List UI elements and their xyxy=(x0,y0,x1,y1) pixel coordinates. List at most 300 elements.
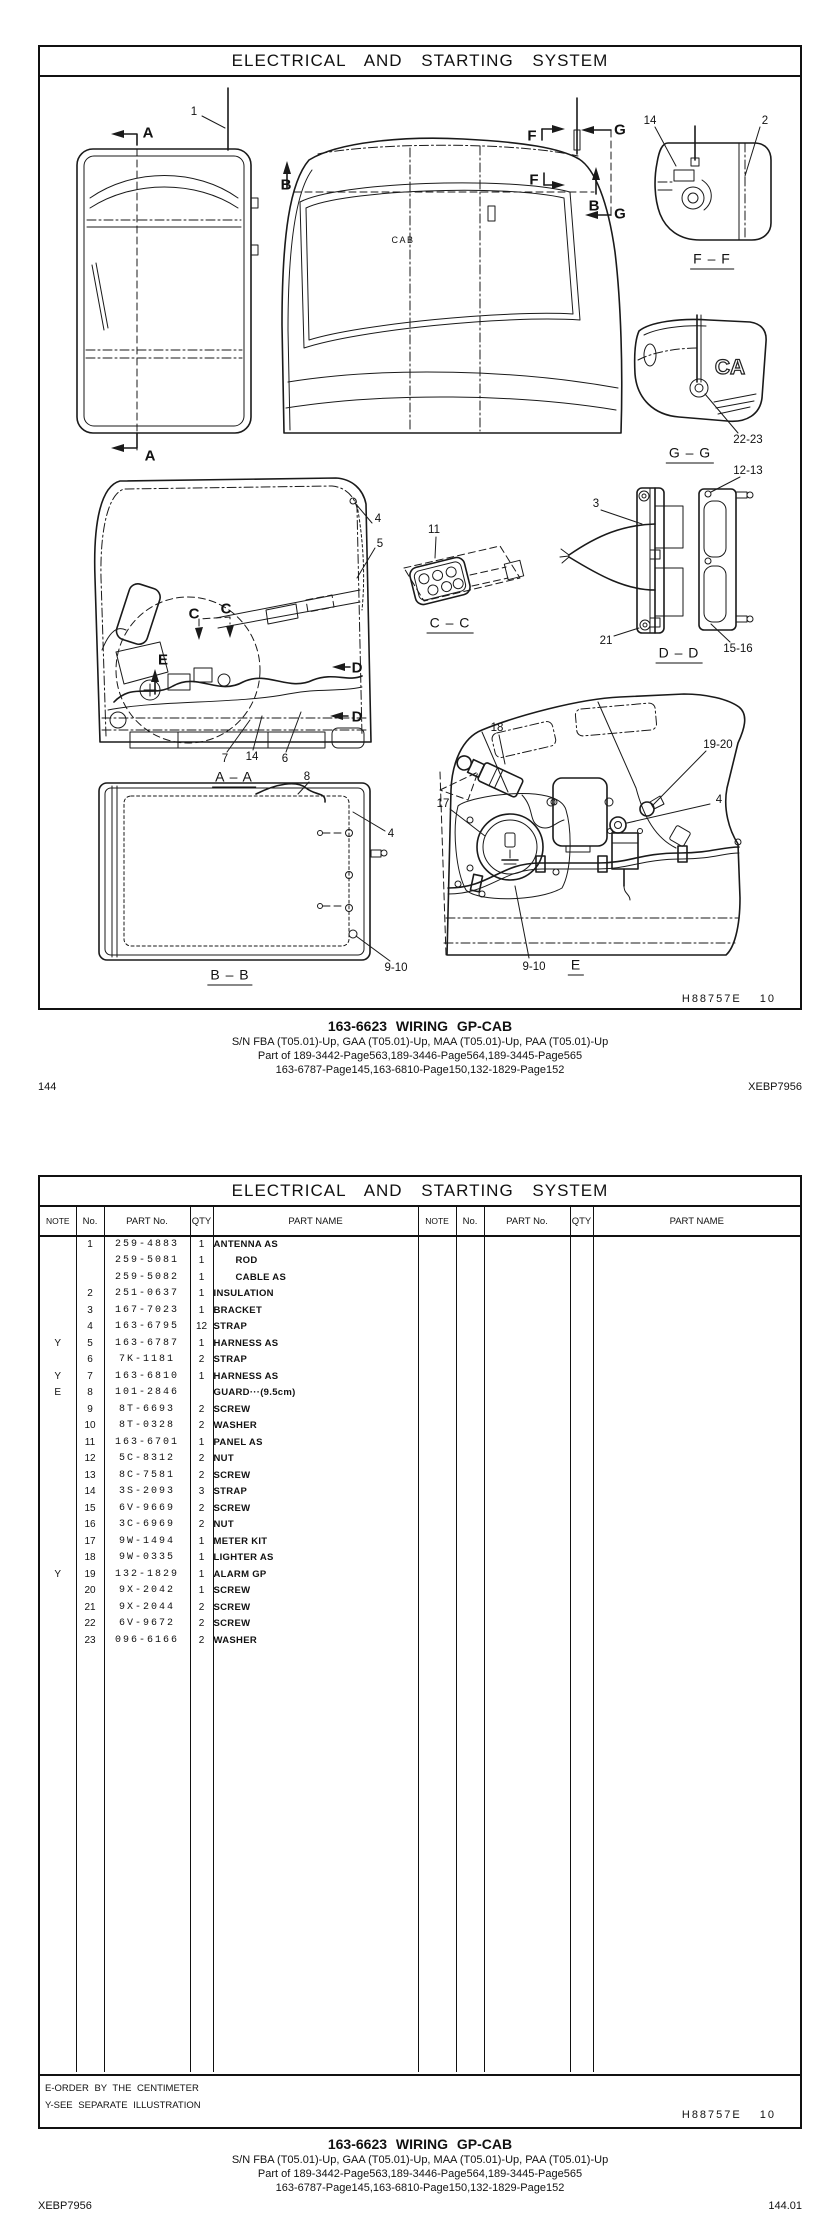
cell-part-no: 259-5081 xyxy=(104,1253,190,1270)
cell-part-name: SCREW xyxy=(213,1467,418,1484)
cell-no: 18 xyxy=(76,1550,104,1567)
table-row xyxy=(40,1286,800,1303)
cell-qty-2 xyxy=(570,1418,593,1435)
cell-no: 20 xyxy=(76,1583,104,1600)
cell-part-no: 259-5082 xyxy=(104,1269,190,1286)
cell-part-no-2 xyxy=(484,1550,570,1567)
cell-part-no: 8T-0328 xyxy=(104,1418,190,1435)
cell-note-2 xyxy=(418,1236,456,1253)
cell-qty: 2 xyxy=(190,1418,213,1435)
cell-part-no-2 xyxy=(484,1401,570,1418)
cell-part-no-2 xyxy=(484,1632,570,1649)
cell-no-2 xyxy=(456,1418,484,1435)
table-row xyxy=(40,1368,800,1385)
diagram-label: C xyxy=(188,605,200,623)
cell-part-name: HARNESS AS xyxy=(213,1368,418,1385)
cell-part-no: 9X-2042 xyxy=(104,1583,190,1600)
table-row xyxy=(40,1269,800,1286)
caption-part-of-2: 163-6787-Page145,163-6810-Page150,132-1829-Page152 xyxy=(275,1064,565,1076)
cell-no: 3 xyxy=(76,1302,104,1319)
footnotes xyxy=(40,2074,800,2127)
diagram-label: 11 xyxy=(428,524,440,536)
cell-note-2 xyxy=(418,1451,456,1468)
diagram-label: 14 xyxy=(245,751,259,763)
table-row xyxy=(40,1550,800,1567)
cell-note xyxy=(40,1236,76,1253)
cell-no-2 xyxy=(456,1319,484,1336)
cell-part-no: 9W-1494 xyxy=(104,1533,190,1550)
cell-note-2 xyxy=(418,1467,456,1484)
cell-part-name: PANEL AS xyxy=(213,1434,418,1451)
diagram-label: A xyxy=(144,447,156,465)
cell-note xyxy=(40,1269,76,1286)
diagram-label: D xyxy=(351,708,363,726)
cell-note xyxy=(40,1583,76,1600)
cell-no: 16 xyxy=(76,1517,104,1534)
cell-note: Y xyxy=(40,1368,76,1385)
cell-qty: 1 xyxy=(190,1533,213,1550)
parts-table xyxy=(40,1207,800,2072)
cell-qty: 1 xyxy=(190,1302,213,1319)
col-header-no: No. xyxy=(76,1207,104,1236)
diagram-label: D – D xyxy=(656,645,703,664)
cell-note-2 xyxy=(418,1434,456,1451)
cell-qty: 2 xyxy=(190,1451,213,1468)
diagram-label: F xyxy=(527,127,537,145)
table-row xyxy=(40,1401,800,1418)
cell-part-name-2 xyxy=(593,1352,800,1369)
cell-no-2 xyxy=(456,1269,484,1286)
cell-qty-2 xyxy=(570,1286,593,1303)
cell-no-2 xyxy=(456,1484,484,1501)
cell-no-2 xyxy=(456,1533,484,1550)
cell-qty: 1 xyxy=(190,1550,213,1567)
cell-note xyxy=(40,1286,76,1303)
col-header-part-no: PART No. xyxy=(104,1207,190,1236)
cell-note-2 xyxy=(418,1319,456,1336)
cell-no: 1 xyxy=(76,1236,104,1253)
cell-part-no-2 xyxy=(484,1269,570,1286)
cell-part-no-2 xyxy=(484,1467,570,1484)
cell-note-2 xyxy=(418,1484,456,1501)
cell-no xyxy=(76,1253,104,1270)
cell-note-2 xyxy=(418,1632,456,1649)
cell-part-no-2 xyxy=(484,1385,570,1402)
cell-no: 10 xyxy=(76,1418,104,1435)
cell-part-no: 9X-2044 xyxy=(104,1599,190,1616)
cell-part-no-2 xyxy=(484,1517,570,1534)
cell-part-no-2 xyxy=(484,1500,570,1517)
cell-qty-2 xyxy=(570,1517,593,1534)
footnote-y: Y-SEE SEPARATE ILLUSTRATION xyxy=(45,2100,201,2111)
diagram-label: 4 xyxy=(387,828,395,840)
doc-code-number: 10 xyxy=(759,993,776,1005)
cell-qty-2 xyxy=(570,1352,593,1369)
cell-note xyxy=(40,1599,76,1616)
table-row xyxy=(40,1599,800,1616)
table-row xyxy=(40,1484,800,1501)
cell-note xyxy=(40,1434,76,1451)
parts-table-wrap xyxy=(40,1207,800,2072)
table-row xyxy=(40,1302,800,1319)
table-row xyxy=(40,1566,800,1583)
cell-note-2 xyxy=(418,1517,456,1534)
cell-no: 5 xyxy=(76,1335,104,1352)
cell-no: 8 xyxy=(76,1385,104,1402)
cell-note-2 xyxy=(418,1583,456,1600)
cell-qty: 3 xyxy=(190,1484,213,1501)
cell-no-2 xyxy=(456,1434,484,1451)
cell-qty xyxy=(190,1385,213,1402)
cell-note-2 xyxy=(418,1418,456,1435)
cell-no: 2 xyxy=(76,1286,104,1303)
col-header-part-no-2: PART No. xyxy=(484,1207,570,1236)
cell-qty-2 xyxy=(570,1253,593,1270)
table-row xyxy=(40,1583,800,1600)
cell-part-name-2 xyxy=(593,1517,800,1534)
page-number: 144 xyxy=(38,1081,57,1093)
cell-qty-2 xyxy=(570,1616,593,1633)
cell-no-2 xyxy=(456,1616,484,1633)
cell-no-2 xyxy=(456,1599,484,1616)
doc-code-text: H88757E xyxy=(681,2109,742,2121)
diagram-label: 19-20 xyxy=(703,739,733,751)
cell-no-2 xyxy=(456,1632,484,1649)
table-row xyxy=(40,1385,800,1402)
wiring-diagram xyxy=(38,30,802,1025)
cell-part-no-2 xyxy=(484,1335,570,1352)
cell-part-name: ROD xyxy=(213,1253,418,1270)
cell-part-no-2 xyxy=(484,1286,570,1303)
cell-part-no: 5C-8312 xyxy=(104,1451,190,1468)
diagram-label: 21 xyxy=(599,635,613,647)
table-row xyxy=(40,1517,800,1534)
diagram-label: G xyxy=(614,121,626,139)
diagram-label: G xyxy=(614,205,626,223)
cell-part-name-2 xyxy=(593,1566,800,1583)
cell-qty-2 xyxy=(570,1269,593,1286)
cell-part-name-2 xyxy=(593,1418,800,1435)
cell-note-2 xyxy=(418,1269,456,1286)
cell-no-2 xyxy=(456,1385,484,1402)
cell-part-no: 6V-9669 xyxy=(104,1500,190,1517)
cell-part-name-2 xyxy=(593,1236,800,1253)
cell-no-2 xyxy=(456,1583,484,1600)
col-header-note-2: NOTE xyxy=(418,1207,456,1236)
diagram-label: A xyxy=(142,124,154,142)
cell-part-name: NUT xyxy=(213,1517,418,1534)
cell-part-no: 6V-9672 xyxy=(104,1616,190,1633)
table-row xyxy=(40,1434,800,1451)
cell-part-no: 3C-6969 xyxy=(104,1517,190,1534)
cell-part-name-2 xyxy=(593,1302,800,1319)
cell-part-name: WASHER xyxy=(213,1632,418,1649)
cell-qty-2 xyxy=(570,1484,593,1501)
cell-note-2 xyxy=(418,1385,456,1402)
diagram-label: E xyxy=(157,651,169,669)
table-header-row xyxy=(40,1207,800,1236)
doc-code-text: H88757E xyxy=(681,993,742,1005)
table-row xyxy=(40,1418,800,1435)
diagram-label: 7 xyxy=(221,753,229,765)
cell-note xyxy=(40,1616,76,1633)
page1-footer xyxy=(38,1081,802,1093)
table-row xyxy=(40,1319,800,1336)
cell-part-no-2 xyxy=(484,1319,570,1336)
col-header-part-name-2: PART NAME xyxy=(593,1207,800,1236)
cell-qty: 2 xyxy=(190,1467,213,1484)
cell-note xyxy=(40,1533,76,1550)
cell-part-no-2 xyxy=(484,1236,570,1253)
cell-note-2 xyxy=(418,1401,456,1418)
cell-qty: 1 xyxy=(190,1434,213,1451)
cell-part-name-2 xyxy=(593,1616,800,1633)
cell-part-no: 132-1829 xyxy=(104,1566,190,1583)
caption-part-of-2: 163-6787-Page145,163-6810-Page150,132-1829-Page152 xyxy=(275,2182,565,2194)
cell-qty-2 xyxy=(570,1583,593,1600)
cell-note-2 xyxy=(418,1550,456,1567)
form-code: XEBP7956 xyxy=(748,1081,802,1093)
cell-part-no: 9W-0335 xyxy=(104,1550,190,1567)
cell-part-no-2 xyxy=(484,1418,570,1435)
cell-qty: 2 xyxy=(190,1599,213,1616)
cell-part-no: 251-0637 xyxy=(104,1286,190,1303)
cell-note xyxy=(40,1319,76,1336)
doc-code xyxy=(682,2109,776,2121)
cell-note-2 xyxy=(418,1500,456,1517)
cell-no: 9 xyxy=(76,1401,104,1418)
cell-part-name-2 xyxy=(593,1286,800,1303)
cell-qty: 2 xyxy=(190,1632,213,1649)
cell-part-name-2 xyxy=(593,1451,800,1468)
cell-part-name-2 xyxy=(593,1583,800,1600)
cell-qty-2 xyxy=(570,1500,593,1517)
diagram-label: 9-10 xyxy=(522,961,546,973)
cell-part-name: METER KIT xyxy=(213,1533,418,1550)
cell-note xyxy=(40,1632,76,1649)
cell-part-no: 3S-2093 xyxy=(104,1484,190,1501)
cell-part-name-2 xyxy=(593,1533,800,1550)
table-row xyxy=(40,1352,800,1369)
cell-part-name-2 xyxy=(593,1484,800,1501)
table-row xyxy=(40,1467,800,1484)
cell-part-name: STRAP xyxy=(213,1319,418,1336)
diagram-label: 4 xyxy=(715,794,723,806)
cell-part-no: 163-6787 xyxy=(104,1335,190,1352)
caption-part-of: Part of 189-3442-Page563,189-3446-Page564,189-3445-Page565 xyxy=(257,1050,583,1062)
table-row xyxy=(40,1616,800,1633)
cell-qty: 1 xyxy=(190,1566,213,1583)
cell-note-2 xyxy=(418,1599,456,1616)
table-row xyxy=(40,1253,800,1270)
diagram-label: 18 xyxy=(490,722,504,734)
cell-qty-2 xyxy=(570,1368,593,1385)
cell-part-no: 8T-6693 xyxy=(104,1401,190,1418)
cell-no-2 xyxy=(456,1302,484,1319)
cell-note xyxy=(40,1500,76,1517)
cell-note-2 xyxy=(418,1566,456,1583)
cell-note: Y xyxy=(40,1566,76,1583)
cell-note xyxy=(40,1517,76,1534)
cell-note-2 xyxy=(418,1253,456,1270)
page-number: 144.01 xyxy=(768,2200,802,2212)
cell-part-name-2 xyxy=(593,1599,800,1616)
doc-code-number: 10 xyxy=(759,2109,776,2121)
cell-qty: 2 xyxy=(190,1616,213,1633)
cell-note xyxy=(40,1302,76,1319)
cell-part-name: GUARD···(9.5cm) xyxy=(213,1385,418,1402)
cell-qty: 1 xyxy=(190,1583,213,1600)
diagram-label: 9-10 xyxy=(384,962,408,974)
cell-no-2 xyxy=(456,1467,484,1484)
cell-qty-2 xyxy=(570,1599,593,1616)
cell-note-2 xyxy=(418,1533,456,1550)
cell-qty: 12 xyxy=(190,1319,213,1336)
cell-note xyxy=(40,1467,76,1484)
cell-qty: 1 xyxy=(190,1236,213,1253)
cell-no: 4 xyxy=(76,1319,104,1336)
cell-part-no: 163-6810 xyxy=(104,1368,190,1385)
cell-no-2 xyxy=(456,1451,484,1468)
cell-part-name-2 xyxy=(593,1434,800,1451)
diagram-label: 22-23 xyxy=(733,434,763,446)
diagram-label: E xyxy=(568,957,584,976)
cell-part-name-2 xyxy=(593,1401,800,1418)
table-row xyxy=(40,1451,800,1468)
diagram-label: 15-16 xyxy=(723,643,753,655)
cell-no-2 xyxy=(456,1368,484,1385)
cell-part-no: 167-7023 xyxy=(104,1302,190,1319)
cell-note-2 xyxy=(418,1302,456,1319)
cell-no: 17 xyxy=(76,1533,104,1550)
cell-no xyxy=(76,1269,104,1286)
diagram-label: B xyxy=(588,197,600,215)
cell-no: 21 xyxy=(76,1599,104,1616)
cell-part-no-2 xyxy=(484,1599,570,1616)
col-header-note: NOTE xyxy=(40,1207,76,1236)
doc-code xyxy=(682,993,776,1005)
cell-note: Y xyxy=(40,1335,76,1352)
cell-part-no-2 xyxy=(484,1434,570,1451)
caption-part-title: 163-6623 WIRING GP-CAB xyxy=(327,1018,513,1034)
table-row xyxy=(40,1500,800,1517)
cell-no-2 xyxy=(456,1566,484,1583)
cell-part-no-2 xyxy=(484,1352,570,1369)
caption-serial: S/N FBA (T05.01)-Up, GAA (T05.01)-Up, MAA (T05.01)-Up, PAA (T05.01)-Up xyxy=(231,1036,609,1048)
cell-no: 22 xyxy=(76,1616,104,1633)
cell-qty-2 xyxy=(570,1451,593,1468)
cell-part-no: 7K-1181 xyxy=(104,1352,190,1369)
page-title: ELECTRICAL AND STARTING SYSTEM xyxy=(40,1177,800,1207)
cell-note-2 xyxy=(418,1335,456,1352)
cell-part-no-2 xyxy=(484,1302,570,1319)
diagram-label: 12-13 xyxy=(733,465,763,477)
diagram-label: 3 xyxy=(592,498,600,510)
cell-no: 11 xyxy=(76,1434,104,1451)
diagram-label: B – B xyxy=(207,967,252,986)
cell-part-name: INSULATION xyxy=(213,1286,418,1303)
cell-qty-2 xyxy=(570,1385,593,1402)
page2-footer xyxy=(38,2200,802,2212)
diagram-label: CA xyxy=(714,356,746,379)
cell-part-name: SCREW xyxy=(213,1616,418,1633)
cell-no: 7 xyxy=(76,1368,104,1385)
cell-part-name-2 xyxy=(593,1550,800,1567)
cell-note-2 xyxy=(418,1286,456,1303)
cell-part-no: 8C-7581 xyxy=(104,1467,190,1484)
diagram-label: C – C xyxy=(427,615,474,634)
cell-part-name-2 xyxy=(593,1335,800,1352)
table-filler-row xyxy=(40,1649,800,2073)
cell-part-name: NUT xyxy=(213,1451,418,1468)
cell-note xyxy=(40,1352,76,1369)
cell-no-2 xyxy=(456,1500,484,1517)
caption-serial: S/N FBA (T05.01)-Up, GAA (T05.01)-Up, MAA (T05.01)-Up, PAA (T05.01)-Up xyxy=(231,2154,609,2166)
cell-note-2 xyxy=(418,1368,456,1385)
parts-list-page xyxy=(38,1175,802,2129)
cell-part-name: SCREW xyxy=(213,1583,418,1600)
cell-no-2 xyxy=(456,1550,484,1567)
cell-qty: 2 xyxy=(190,1500,213,1517)
cell-part-name: ALARM GP xyxy=(213,1566,418,1583)
table-row xyxy=(40,1632,800,1649)
cell-part-name-2 xyxy=(593,1385,800,1402)
cell-no-2 xyxy=(456,1253,484,1270)
diagram-label: 14 xyxy=(643,115,657,127)
cell-note xyxy=(40,1484,76,1501)
cell-part-name: STRAP xyxy=(213,1484,418,1501)
cell-part-name: SCREW xyxy=(213,1401,418,1418)
cell-qty: 1 xyxy=(190,1269,213,1286)
diagram-label: 17 xyxy=(436,798,450,810)
diagram-label: F – F xyxy=(690,251,734,270)
cell-part-no: 096-6166 xyxy=(104,1632,190,1649)
cell-part-name-2 xyxy=(593,1500,800,1517)
cell-note-2 xyxy=(418,1352,456,1369)
footnote-e: E-ORDER BY THE CENTIMETER xyxy=(45,2083,199,2094)
diagram-label: G – G xyxy=(666,445,714,464)
diagram-label: A – A xyxy=(212,769,256,788)
cell-qty-2 xyxy=(570,1550,593,1567)
cell-part-name: ANTENNA AS xyxy=(213,1236,418,1253)
cell-no-2 xyxy=(456,1236,484,1253)
cell-no: 23 xyxy=(76,1632,104,1649)
cell-qty: 1 xyxy=(190,1286,213,1303)
diagram-label: B xyxy=(280,176,292,194)
col-header-qty-2: QTY xyxy=(570,1207,593,1236)
cell-qty-2 xyxy=(570,1533,593,1550)
cell-part-no: 163-6701 xyxy=(104,1434,190,1451)
cell-qty-2 xyxy=(570,1632,593,1649)
cell-qty: 1 xyxy=(190,1368,213,1385)
cell-part-no-2 xyxy=(484,1451,570,1468)
cell-part-name: HARNESS AS xyxy=(213,1335,418,1352)
cell-note xyxy=(40,1550,76,1567)
diagram-label: 4 xyxy=(374,513,382,525)
cell-no: 6 xyxy=(76,1352,104,1369)
cell-note: E xyxy=(40,1385,76,1402)
col-header-no-2: No. xyxy=(456,1207,484,1236)
cell-part-name-2 xyxy=(593,1467,800,1484)
cell-part-name: BRACKET xyxy=(213,1302,418,1319)
cell-part-no-2 xyxy=(484,1368,570,1385)
cell-part-name-2 xyxy=(593,1253,800,1270)
cell-qty-2 xyxy=(570,1566,593,1583)
cell-part-no-2 xyxy=(484,1566,570,1583)
cell-part-name: SCREW xyxy=(213,1599,418,1616)
diagram-label: C xyxy=(220,600,232,618)
cell-part-name-2 xyxy=(593,1632,800,1649)
